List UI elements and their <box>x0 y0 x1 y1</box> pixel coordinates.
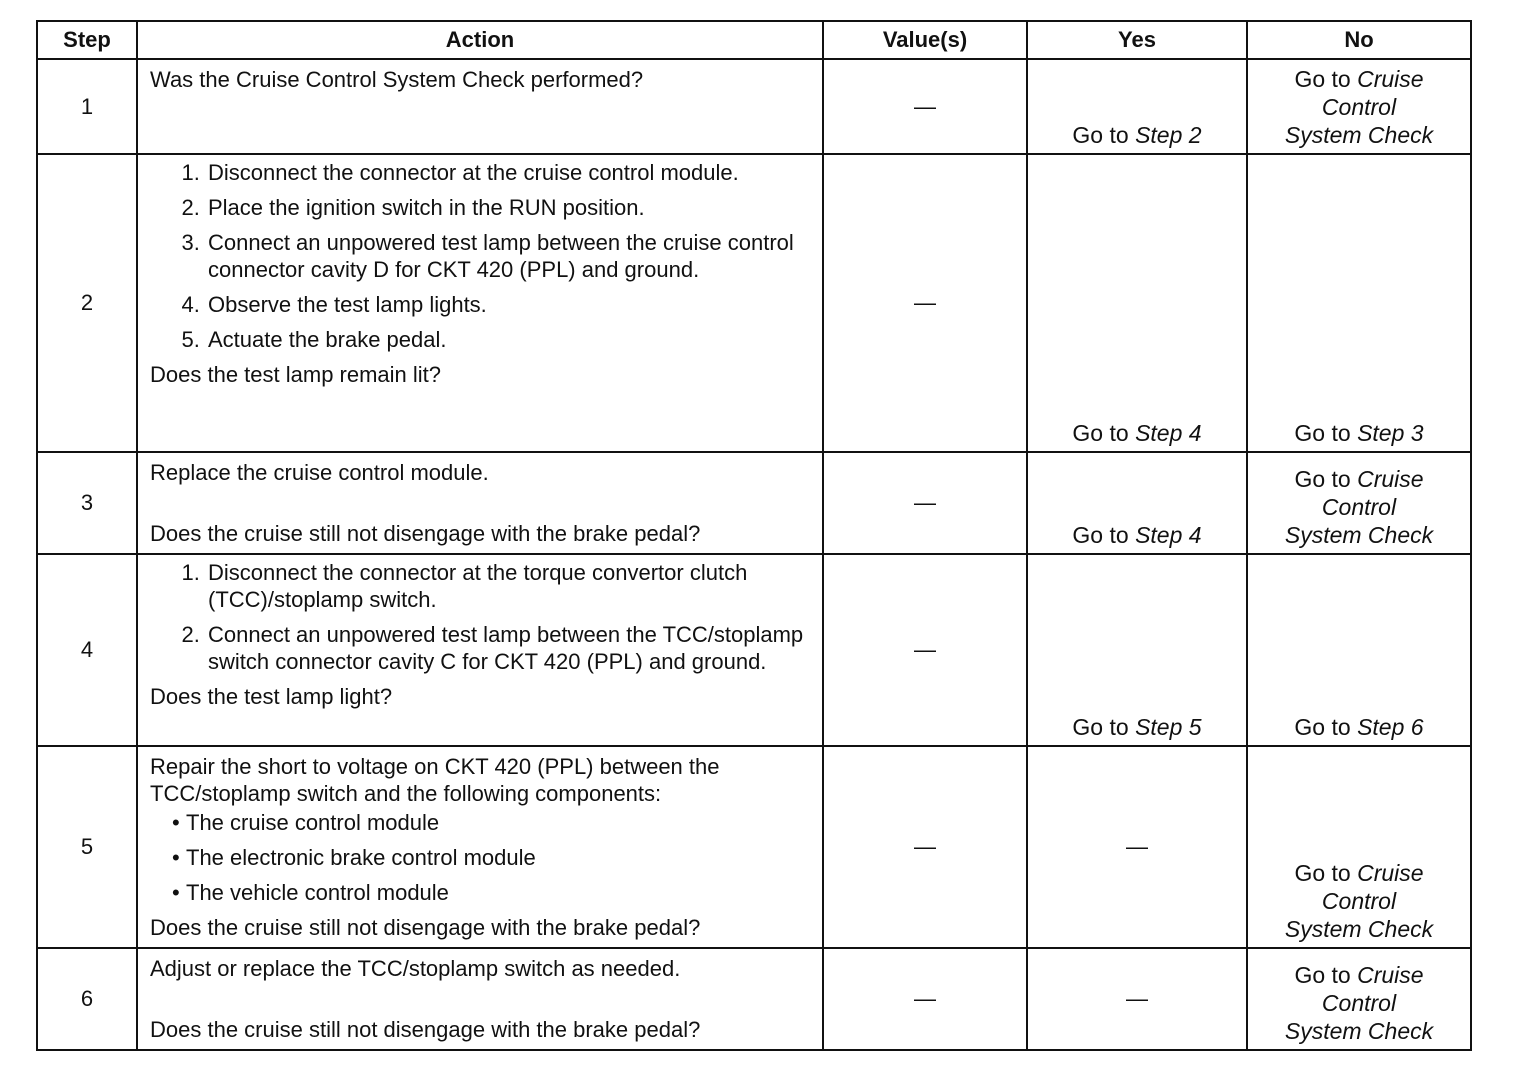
yes-cell <box>1027 452 1247 554</box>
value-cell: — <box>823 154 1027 452</box>
table-header-row <box>37 21 1471 59</box>
no-target-line: System Check <box>1284 522 1434 548</box>
no-target-line: System Check <box>1284 1018 1434 1044</box>
goto-label: Go to <box>1294 860 1351 886</box>
no-target-line: Cruise <box>1357 860 1424 886</box>
action-question: Does the cruise still not disengage with the brake pedal? <box>150 915 701 940</box>
table-row <box>37 59 1471 154</box>
action-step-item: 1. Disconnect the connector at the torque convertor clutch (TCC)/stoplamp switch. <box>206 559 810 613</box>
yes-cell <box>1027 59 1247 154</box>
action-instruction: Replace the cruise control module. <box>150 460 489 485</box>
goto-label: Go to <box>1072 522 1129 548</box>
step-number: 3 <box>37 452 137 554</box>
no-cell <box>1247 746 1471 948</box>
component-item: • The electronic brake control module <box>186 844 810 871</box>
diagnostic-table <box>36 20 1472 1051</box>
action-question: Does the cruise still not disengage with the brake pedal? <box>150 521 701 546</box>
no-target-line: Cruise <box>1357 66 1424 92</box>
yes-cell: — <box>1027 746 1247 948</box>
no-cell <box>1247 154 1471 452</box>
header-action: Action <box>137 21 823 59</box>
action-cell <box>137 452 823 554</box>
yes-cell <box>1027 554 1247 746</box>
value-cell: — <box>823 746 1027 948</box>
yes-target: Step 4 <box>1135 420 1202 446</box>
action-instruction: Repair the short to voltage on CKT 420 (PPL) between the TCC/stoplamp switch and the following components: <box>150 754 720 806</box>
table-row <box>37 948 1471 1050</box>
action-instruction: Adjust or replace the TCC/stoplamp switch as needed. <box>150 956 681 981</box>
action-steps-list <box>150 559 810 675</box>
table-row <box>37 452 1471 554</box>
step-number: 5 <box>37 746 137 948</box>
yes-cell <box>1027 154 1247 452</box>
action-question: Does the test lamp light? <box>150 684 393 709</box>
action-step-item: 5. Actuate the brake pedal. <box>206 326 810 353</box>
no-target-line: Cruise <box>1357 962 1424 988</box>
no-target-line: Control <box>1321 888 1397 914</box>
goto-label: Go to <box>1294 962 1351 988</box>
goto-label: Go to <box>1294 466 1351 492</box>
goto-label: Go to <box>1294 66 1351 92</box>
action-cell <box>137 948 823 1050</box>
header-step: Step <box>37 21 137 59</box>
value-cell: — <box>823 452 1027 554</box>
no-target-line: System Check <box>1284 122 1434 148</box>
yes-cell: — <box>1027 948 1247 1050</box>
no-cell <box>1247 59 1471 154</box>
table-row <box>37 746 1471 948</box>
goto-label: Go to <box>1072 714 1129 740</box>
action-step-item: 3. Connect an unpowered test lamp between the cruise control connector cavity D for CKT 420 (PPL) and ground. <box>206 229 810 283</box>
goto-label: Go to <box>1294 714 1351 740</box>
no-target: Step 3 <box>1357 420 1424 446</box>
goto-label: Go to <box>1294 420 1351 446</box>
table-row <box>37 554 1471 746</box>
no-target-line: Control <box>1321 494 1397 520</box>
step-number: 6 <box>37 948 137 1050</box>
action-cell <box>137 746 823 948</box>
component-list <box>150 809 810 906</box>
yes-target: Step 4 <box>1135 522 1202 548</box>
no-target-line: System Check <box>1284 916 1434 942</box>
no-target-line: Control <box>1321 990 1397 1016</box>
header-values: Value(s) <box>823 21 1027 59</box>
goto-label: Go to <box>1072 420 1129 446</box>
value-cell: — <box>823 948 1027 1050</box>
action-question: Does the cruise still not disengage with the brake pedal? <box>150 1017 701 1042</box>
step-number: 4 <box>37 554 137 746</box>
action-step-item: 4. Observe the test lamp lights. <box>206 291 810 318</box>
value-cell: — <box>823 59 1027 154</box>
value-cell: — <box>823 554 1027 746</box>
action-steps-list <box>150 159 810 353</box>
no-target-line: Cruise <box>1357 466 1424 492</box>
header-no: No <box>1247 21 1471 59</box>
component-item: • The vehicle control module <box>186 879 810 906</box>
yes-target: Step 2 <box>1135 122 1202 148</box>
step-number: 1 <box>37 59 137 154</box>
no-cell <box>1247 452 1471 554</box>
component-item: • The cruise control module <box>186 809 810 836</box>
action-question: Does the test lamp remain lit? <box>150 362 442 387</box>
table-row <box>37 154 1471 452</box>
action-question: Was the Cruise Control System Check performed? <box>150 67 644 92</box>
no-cell <box>1247 948 1471 1050</box>
action-step-item: 2. Connect an unpowered test lamp between the TCC/stoplamp switch connector cavity C for CKT 420 (PPL) and ground. <box>206 621 810 675</box>
step-number: 2 <box>37 154 137 452</box>
action-step-item: 1. Disconnect the connector at the cruise control module. <box>206 159 810 186</box>
no-cell <box>1247 554 1471 746</box>
action-cell <box>137 59 823 154</box>
no-target-line: Control <box>1321 94 1397 120</box>
action-step-item: 2. Place the ignition switch in the RUN position. <box>206 194 810 221</box>
yes-target: Step 5 <box>1135 714 1202 740</box>
header-yes: Yes <box>1027 21 1247 59</box>
no-target: Step 6 <box>1357 714 1424 740</box>
goto-label: Go to <box>1072 122 1129 148</box>
action-cell <box>137 154 823 452</box>
action-cell <box>137 554 823 746</box>
